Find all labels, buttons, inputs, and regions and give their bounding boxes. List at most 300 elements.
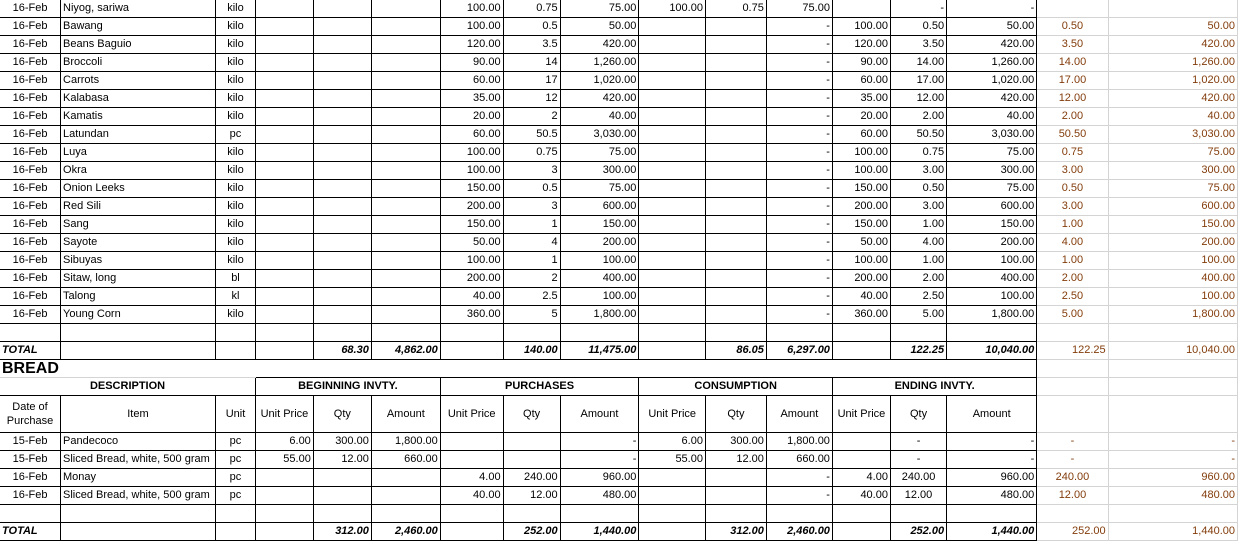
cell-bg-price[interactable] [256,252,314,270]
total-pu-amt[interactable]: 1,440.00 [560,523,639,541]
cell-extra-qty[interactable]: 12.00 [1037,90,1108,108]
cell-en-amt[interactable]: 3,030.00 [947,126,1037,144]
cell-bg-qty[interactable]: 300.00 [313,433,371,451]
cell-co-qty[interactable] [705,180,766,198]
cell-co-price[interactable] [639,36,706,54]
cell-pu-price[interactable]: 60.00 [440,126,503,144]
cell-bg-price[interactable] [256,469,314,487]
cell-bg-qty[interactable] [313,252,371,270]
cell-unit[interactable]: kilo [215,234,255,252]
cell-en-qty[interactable]: 240.00 [890,469,946,487]
cell-co-amt[interactable]: - [766,90,832,108]
total-pu-amt[interactable]: 11,475.00 [560,342,639,360]
cell-extra-amt[interactable]: 100.00 [1108,252,1237,270]
cell-en-amt[interactable]: 75.00 [947,180,1037,198]
cell-co-qty[interactable] [705,216,766,234]
cell-extra-amt[interactable]: 50.00 [1108,18,1237,36]
cell-extra-amt[interactable]: 1,800.00 [1108,306,1237,324]
cell-pu-price[interactable]: 200.00 [440,270,503,288]
cell-pu-amt[interactable]: 100.00 [560,288,639,306]
cell-co-price[interactable] [639,18,706,36]
cell-co-amt[interactable]: - [766,469,832,487]
cell-bg-price[interactable] [256,270,314,288]
cell-pu-amt[interactable]: 600.00 [560,198,639,216]
cell-bg-amt[interactable] [371,108,440,126]
cell-co-price[interactable] [639,469,706,487]
cell-en-price[interactable]: 60.00 [832,126,890,144]
cell-co-qty[interactable] [705,288,766,306]
total-co-qty[interactable]: 86.05 [705,342,766,360]
cell-bg-price[interactable] [256,180,314,198]
cell-pu-qty[interactable]: 5 [503,306,560,324]
cell-en-qty[interactable]: - [890,0,946,18]
cell-unit[interactable]: pc [215,451,255,469]
cell-bg-qty[interactable] [313,469,371,487]
cell-date[interactable]: 16-Feb [0,126,61,144]
cell-date[interactable]: 16-Feb [0,487,61,505]
cell-en-qty[interactable]: 0.50 [890,180,946,198]
cell-date[interactable]: 16-Feb [0,180,61,198]
cell-bg-price[interactable] [256,198,314,216]
cell-bg-qty[interactable] [313,144,371,162]
cell-en-qty[interactable]: 0.50 [890,18,946,36]
cell-en-price[interactable]: 360.00 [832,306,890,324]
cell-extra-qty[interactable]: 0.75 [1037,144,1108,162]
cell-en-qty[interactable]: 2.50 [890,288,946,306]
cell-extra-qty[interactable]: - [1037,451,1108,469]
cell-en-amt[interactable]: 960.00 [947,469,1037,487]
cell-extra-amt[interactable]: 1,260.00 [1108,54,1237,72]
total-en-amt[interactable]: 10,040.00 [947,342,1037,360]
cell-co-qty[interactable] [705,72,766,90]
cell-extra-qty[interactable]: 3.00 [1037,162,1108,180]
cell-pu-price[interactable]: 50.00 [440,234,503,252]
cell-date[interactable]: 16-Feb [0,469,61,487]
cell-pu-qty[interactable] [503,451,560,469]
cell-extra-amt[interactable]: 100.00 [1108,288,1237,306]
cell-item[interactable]: Kamatis [61,108,216,126]
cell-extra-qty[interactable]: 240.00 [1037,469,1108,487]
cell-co-price[interactable] [639,252,706,270]
cell-co-qty[interactable] [705,306,766,324]
cell-co-amt[interactable]: - [766,18,832,36]
cell-bg-amt[interactable] [371,0,440,18]
cell-pu-qty[interactable] [503,433,560,451]
cell-co-amt[interactable]: - [766,306,832,324]
cell-extra-qty[interactable]: 3.00 [1037,198,1108,216]
cell-bg-qty[interactable] [313,36,371,54]
cell-bg-amt[interactable] [371,252,440,270]
cell-en-amt[interactable]: - [947,451,1037,469]
cell-extra-amt[interactable]: 40.00 [1108,108,1237,126]
cell-item[interactable]: Sliced Bread, white, 500 gram [61,451,216,469]
cell-co-qty[interactable] [705,108,766,126]
cell-en-amt[interactable]: 40.00 [947,108,1037,126]
cell-bg-price[interactable] [256,234,314,252]
cell-co-qty[interactable] [705,54,766,72]
cell-extra-qty[interactable]: 0.50 [1037,180,1108,198]
cell-bg-qty[interactable] [313,306,371,324]
group-purchases[interactable]: PURCHASES [440,378,639,396]
cell-pu-amt[interactable]: 1,800.00 [560,306,639,324]
cell-en-amt[interactable]: 480.00 [947,487,1037,505]
cell-bg-qty[interactable] [313,216,371,234]
cell-en-qty[interactable]: 3.50 [890,36,946,54]
cell-pu-price[interactable]: 90.00 [440,54,503,72]
cell-en-price[interactable] [832,433,890,451]
cell-en-qty[interactable]: 12.00 [890,90,946,108]
cell-extra-qty[interactable]: - [1037,433,1108,451]
cell-en-price[interactable]: 50.00 [832,234,890,252]
col-pu-price[interactable]: Unit Price [440,396,503,433]
cell-en-qty[interactable]: 17.00 [890,72,946,90]
cell-item[interactable]: Red Sili [61,198,216,216]
cell-co-price[interactable] [639,162,706,180]
cell-pu-qty[interactable]: 4 [503,234,560,252]
cell-en-price[interactable] [832,451,890,469]
cell-date[interactable]: 16-Feb [0,162,61,180]
cell-en-qty[interactable]: 50.50 [890,126,946,144]
cell-en-qty[interactable]: 2.00 [890,270,946,288]
cell-extra-amt[interactable]: 960.00 [1108,469,1237,487]
cell-pu-amt[interactable]: 200.00 [560,234,639,252]
cell-bg-price[interactable] [256,126,314,144]
cell-pu-qty[interactable]: 12.00 [503,487,560,505]
cell-pu-amt[interactable]: 480.00 [560,487,639,505]
cell-extra-qty[interactable]: 3.50 [1037,36,1108,54]
cell-date[interactable]: 16-Feb [0,90,61,108]
col-co-qty[interactable]: Qty [705,396,766,433]
cell-en-price[interactable]: 200.00 [832,270,890,288]
cell-pu-qty[interactable]: 1 [503,252,560,270]
cell-bg-price[interactable]: 55.00 [256,451,314,469]
cell-bg-amt[interactable] [371,126,440,144]
cell-en-qty[interactable]: 5.00 [890,306,946,324]
cell-en-amt[interactable]: 300.00 [947,162,1037,180]
cell-pu-price[interactable]: 40.00 [440,487,503,505]
total-beg-qty[interactable]: 312.00 [313,523,371,541]
cell-pu-price[interactable]: 100.00 [440,162,503,180]
cell-pu-qty[interactable]: 14 [503,54,560,72]
cell-unit[interactable]: pc [215,126,255,144]
total-x-amt[interactable]: 10,040.00 [1108,342,1237,360]
cell-pu-amt[interactable]: 40.00 [560,108,639,126]
cell-bg-amt[interactable] [371,54,440,72]
cell-item[interactable]: Talong [61,288,216,306]
cell-bg-amt[interactable] [371,487,440,505]
cell-unit[interactable]: kilo [215,162,255,180]
cell-bg-price[interactable] [256,0,314,18]
cell-bg-qty[interactable] [313,108,371,126]
cell-date[interactable]: 16-Feb [0,72,61,90]
cell-pu-price[interactable] [440,433,503,451]
cell-en-amt[interactable]: - [947,433,1037,451]
cell-extra-qty[interactable]: 5.00 [1037,306,1108,324]
cell-co-price[interactable] [639,270,706,288]
cell-extra-qty[interactable]: 2.00 [1037,270,1108,288]
cell-unit[interactable]: kilo [215,18,255,36]
cell-co-amt[interactable]: - [766,288,832,306]
cell-extra-amt[interactable]: 420.00 [1108,36,1237,54]
cell-en-amt[interactable]: 420.00 [947,90,1037,108]
cell-bg-amt[interactable] [371,36,440,54]
cell-en-qty[interactable]: 2.00 [890,108,946,126]
cell-pu-amt[interactable]: 1,020.00 [560,72,639,90]
cell-date[interactable]: 16-Feb [0,54,61,72]
cell-pu-price[interactable]: 40.00 [440,288,503,306]
cell-pu-price[interactable]: 150.00 [440,180,503,198]
cell-extra-qty[interactable]: 14.00 [1037,54,1108,72]
cell-bg-amt[interactable] [371,198,440,216]
cell-extra-qty[interactable]: 1.00 [1037,216,1108,234]
cell-bg-price[interactable]: 6.00 [256,433,314,451]
cell-bg-qty[interactable]: 12.00 [313,451,371,469]
cell-unit[interactable]: pc [215,469,255,487]
cell-date[interactable]: 16-Feb [0,288,61,306]
cell-pu-qty[interactable]: 3 [503,198,560,216]
cell-en-price[interactable]: 40.00 [832,487,890,505]
cell-pu-qty[interactable]: 3 [503,162,560,180]
cell-co-price[interactable] [639,72,706,90]
cell-co-amt[interactable]: - [766,198,832,216]
cell-unit[interactable]: kilo [215,144,255,162]
cell-pu-amt[interactable]: 150.00 [560,216,639,234]
cell-en-amt[interactable]: 150.00 [947,216,1037,234]
cell-bg-amt[interactable] [371,469,440,487]
cell-bg-qty[interactable] [313,288,371,306]
col-co-amt[interactable]: Amount [766,396,832,433]
cell-unit[interactable]: kilo [215,0,255,18]
cell-pu-qty[interactable]: 0.5 [503,180,560,198]
cell-extra-amt[interactable]: 480.00 [1108,487,1237,505]
total-beg-amt[interactable]: 2,460.00 [371,523,440,541]
total-co-qty[interactable]: 312.00 [705,523,766,541]
cell-co-price[interactable] [639,234,706,252]
cell-bg-amt[interactable] [371,90,440,108]
cell-pu-amt[interactable]: 75.00 [560,180,639,198]
cell-co-amt[interactable]: - [766,216,832,234]
cell-pu-amt[interactable]: 100.00 [560,252,639,270]
cell-co-amt[interactable]: - [766,108,832,126]
cell-extra-amt[interactable]: 150.00 [1108,216,1237,234]
cell-co-price[interactable]: 100.00 [639,0,706,18]
cell-pu-price[interactable]: 200.00 [440,198,503,216]
cell-pu-qty[interactable]: 2.5 [503,288,560,306]
cell-bg-qty[interactable] [313,180,371,198]
cell-pu-amt[interactable]: 75.00 [560,0,639,18]
cell-co-qty[interactable] [705,487,766,505]
cell-co-amt[interactable]: - [766,234,832,252]
cell-bg-price[interactable] [256,162,314,180]
total-label[interactable]: TOTAL [0,523,61,541]
cell-co-amt[interactable]: 660.00 [766,451,832,469]
cell-co-price[interactable] [639,108,706,126]
cell-pu-price[interactable]: 120.00 [440,36,503,54]
cell-extra-amt[interactable]: 75.00 [1108,144,1237,162]
cell-bg-amt[interactable] [371,180,440,198]
cell-pu-qty[interactable]: 17 [503,72,560,90]
cell-en-amt[interactable]: 75.00 [947,144,1037,162]
cell-en-price[interactable]: 100.00 [832,18,890,36]
cell-co-amt[interactable]: - [766,144,832,162]
cell-bg-qty[interactable] [313,234,371,252]
cell-bg-price[interactable] [256,306,314,324]
cell-extra-amt[interactable]: 300.00 [1108,162,1237,180]
cell-co-amt[interactable]: - [766,162,832,180]
cell-pu-amt[interactable]: 960.00 [560,469,639,487]
cell-en-amt[interactable]: 1,800.00 [947,306,1037,324]
cell-pu-qty[interactable]: 50.5 [503,126,560,144]
cell-pu-amt[interactable]: 1,260.00 [560,54,639,72]
cell-bg-qty[interactable] [313,162,371,180]
cell-co-amt[interactable]: - [766,54,832,72]
cell-co-qty[interactable] [705,90,766,108]
col-bg-amt[interactable]: Amount [371,396,440,433]
cell-co-amt[interactable]: - [766,126,832,144]
group-description[interactable]: DESCRIPTION [0,378,256,396]
cell-en-qty[interactable]: 0.75 [890,144,946,162]
cell-en-amt[interactable]: 1,020.00 [947,72,1037,90]
cell-pu-qty[interactable]: 0.75 [503,144,560,162]
cell-bg-amt[interactable] [371,72,440,90]
cell-date[interactable]: 16-Feb [0,144,61,162]
cell-pu-qty[interactable]: 0.75 [503,0,560,18]
cell-extra-amt[interactable]: 3,030.00 [1108,126,1237,144]
cell-unit[interactable]: kilo [215,198,255,216]
cell-date[interactable]: 16-Feb [0,216,61,234]
cell-bg-amt[interactable] [371,18,440,36]
cell-co-price[interactable]: 55.00 [639,451,706,469]
cell-en-amt[interactable]: 100.00 [947,252,1037,270]
cell-bg-price[interactable] [256,72,314,90]
cell-co-qty[interactable] [705,126,766,144]
cell-date[interactable]: 15-Feb [0,433,61,451]
cell-pu-amt[interactable]: - [560,451,639,469]
cell-bg-amt[interactable] [371,270,440,288]
cell-co-price[interactable] [639,90,706,108]
cell-pu-price[interactable]: 150.00 [440,216,503,234]
cell-bg-price[interactable] [256,90,314,108]
cell-co-amt[interactable]: - [766,72,832,90]
cell-en-price[interactable]: 150.00 [832,216,890,234]
total-en-qty[interactable]: 122.25 [890,342,946,360]
cell-item[interactable]: Bawang [61,18,216,36]
cell-en-amt[interactable]: 600.00 [947,198,1037,216]
cell-bg-price[interactable] [256,144,314,162]
cell-extra-amt[interactable] [1108,0,1237,18]
cell-extra-qty[interactable]: 2.50 [1037,288,1108,306]
cell-bg-price[interactable] [256,54,314,72]
cell-co-price[interactable] [639,144,706,162]
cell-item[interactable]: Okra [61,162,216,180]
cell-pu-qty[interactable]: 3.5 [503,36,560,54]
cell-unit[interactable]: kilo [215,108,255,126]
cell-unit[interactable]: kilo [215,90,255,108]
cell-unit[interactable]: pc [215,433,255,451]
cell-date[interactable]: 16-Feb [0,252,61,270]
cell-unit[interactable]: kilo [215,216,255,234]
cell-co-qty[interactable] [705,198,766,216]
cell-pu-price[interactable]: 35.00 [440,90,503,108]
cell-extra-amt[interactable]: - [1108,433,1237,451]
col-en-qty[interactable]: Qty [890,396,946,433]
group-ending[interactable]: ENDING INVTY. [832,378,1036,396]
cell-bg-qty[interactable] [313,270,371,288]
cell-item[interactable]: Beans Baguio [61,36,216,54]
cell-pu-price[interactable]: 60.00 [440,72,503,90]
cell-bg-qty[interactable] [313,487,371,505]
cell-en-qty[interactable]: 14.00 [890,54,946,72]
cell-en-price[interactable]: 35.00 [832,90,890,108]
cell-item[interactable]: Young Corn [61,306,216,324]
cell-item[interactable]: Luya [61,144,216,162]
cell-en-amt[interactable]: 100.00 [947,288,1037,306]
cell-unit[interactable]: pc [215,487,255,505]
cell-pu-qty[interactable]: 2 [503,270,560,288]
cell-pu-qty[interactable]: 1 [503,216,560,234]
cell-bg-price[interactable] [256,36,314,54]
cell-en-price[interactable]: 60.00 [832,72,890,90]
cell-pu-amt[interactable]: 420.00 [560,36,639,54]
total-co-amt[interactable]: 2,460.00 [766,523,832,541]
cell-unit[interactable]: kilo [215,54,255,72]
cell-unit[interactable]: kilo [215,72,255,90]
total-pu-qty[interactable]: 140.00 [503,342,560,360]
cell-pu-qty[interactable]: 2 [503,108,560,126]
cell-extra-qty[interactable]: 50.50 [1037,126,1108,144]
cell-bg-price[interactable] [256,216,314,234]
cell-en-price[interactable]: 20.00 [832,108,890,126]
cell-item[interactable]: Sibuyas [61,252,216,270]
cell-unit[interactable]: kilo [215,36,255,54]
cell-co-price[interactable] [639,180,706,198]
col-item[interactable]: Item [61,396,216,433]
cell-en-qty[interactable]: 3.00 [890,198,946,216]
col-en-amt[interactable]: Amount [947,396,1037,433]
cell-en-price[interactable] [832,0,890,18]
cell-en-price[interactable]: 150.00 [832,180,890,198]
cell-item[interactable]: Niyog, sariwa [61,0,216,18]
group-consumption[interactable]: CONSUMPTION [639,378,833,396]
cell-co-amt[interactable]: - [766,180,832,198]
cell-bg-amt[interactable]: 1,800.00 [371,433,440,451]
cell-co-price[interactable]: 6.00 [639,433,706,451]
cell-co-qty[interactable]: 0.75 [705,0,766,18]
total-en-amt[interactable]: 1,440.00 [947,523,1037,541]
cell-date[interactable]: 16-Feb [0,18,61,36]
col-pu-amt[interactable]: Amount [560,396,639,433]
cell-co-qty[interactable] [705,162,766,180]
cell-co-qty[interactable] [705,144,766,162]
cell-bg-price[interactable] [256,487,314,505]
cell-bg-qty[interactable] [313,198,371,216]
cell-pu-amt[interactable]: 420.00 [560,90,639,108]
cell-extra-qty[interactable]: 12.00 [1037,487,1108,505]
col-bg-price[interactable]: Unit Price [256,396,314,433]
cell-extra-amt[interactable]: 75.00 [1108,180,1237,198]
col-bg-qty[interactable]: Qty [313,396,371,433]
cell-co-qty[interactable] [705,252,766,270]
cell-co-amt[interactable]: - [766,487,832,505]
cell-co-qty[interactable] [705,234,766,252]
cell-bg-price[interactable] [256,288,314,306]
cell-en-price[interactable]: 90.00 [832,54,890,72]
cell-co-price[interactable] [639,54,706,72]
cell-item[interactable]: Sitaw, long [61,270,216,288]
cell-pu-price[interactable]: 100.00 [440,18,503,36]
cell-bg-qty[interactable] [313,72,371,90]
cell-bg-amt[interactable] [371,162,440,180]
